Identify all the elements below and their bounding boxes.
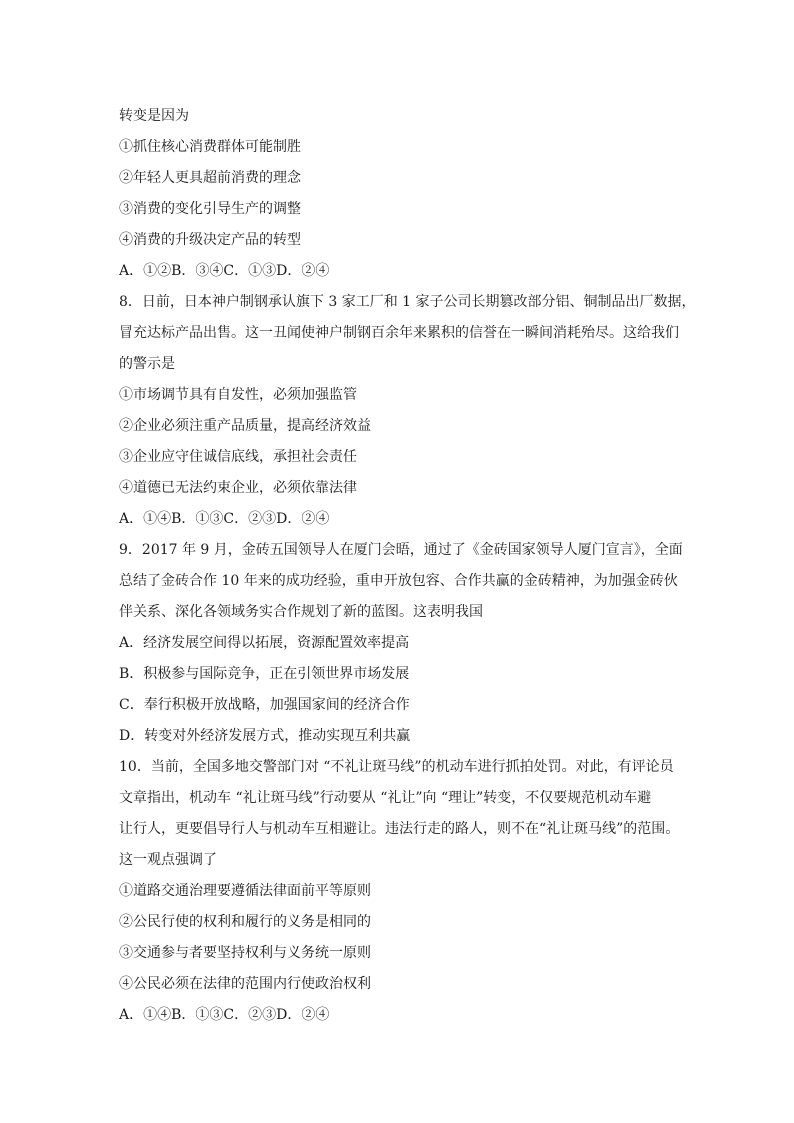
question-10-stem: 让行人，更要倡导行人与机动车互相避让。违法行走的路人，则不在“礼让斑马线”的范围。 bbox=[119, 821, 680, 837]
option-line: ③消费的变化引导生产的调整 bbox=[119, 201, 301, 217]
option-line: ④道德已无法约束企业，必须依靠法律 bbox=[119, 480, 357, 496]
answer-option-d: D．转变对外经济发展方式，推动实现互利共赢 bbox=[119, 728, 411, 744]
option-line: ④公民必须在法律的范围内行使政治权利 bbox=[119, 976, 371, 992]
question-9-stem: 总结了金砖合作 10 年来的成功经验，重申开放包容、合作共赢的金砖精神，为加强金砖伙 bbox=[119, 573, 678, 589]
option-line: ①道路交通治理要遵循法律面前平等原则 bbox=[119, 883, 371, 899]
question-10-stem: 这一观点强调了 bbox=[119, 852, 217, 868]
question-9-stem: 伴关系、深化各领域务实合作规划了新的蓝图。这表明我国 bbox=[119, 604, 483, 620]
question-10-stem: 10．当前，全国多地交警部门对 “不礼让斑马线”的机动车进行抓拍处罚。对此，有评论员 bbox=[119, 759, 674, 775]
option-line: ④消费的升级决定产品的转型 bbox=[119, 232, 301, 248]
question-9-stem: 9．2017 年 9 月，金砖五国领导人在厦门会晤，通过了《金砖国家领导人厦门宣言》，全面 bbox=[119, 542, 683, 558]
option-line: ③交通参与者要坚持权利与义务统一原则 bbox=[119, 945, 371, 961]
question-8-stem: 冒充达标产品出售。这一丑闻使神户制钢百余年来累积的信誉在一瞬间消耗殆尽。这给我们 bbox=[119, 325, 679, 341]
answer-option-a: A．经济发展空间得以拓展，资源配置效率提高 bbox=[119, 635, 410, 651]
option-line: ①市场调节具有自发性，必须加强监管 bbox=[119, 387, 357, 403]
exam-questions bbox=[119, 101, 696, 1031]
answer-choices: A．①④B．①③C．②③D．②④ bbox=[119, 511, 330, 527]
answer-choices: A．①④B．①③C．②③D．②④ bbox=[119, 1007, 330, 1023]
answer-choices: A．①②B．③④C．①③D．②④ bbox=[119, 263, 330, 279]
answer-option-b: B．积极参与国际竞争，正在引领世界市场发展 bbox=[119, 666, 410, 682]
answer-option-c: C．奉行积极开放战略，加强国家间的经济合作 bbox=[119, 697, 410, 713]
option-line: ③企业应守住诚信底线，承担社会责任 bbox=[119, 449, 357, 465]
question-8-stem: 8．日前，日本神户制钢承认旗下 3 家工厂和 1 家子公司长期篡改部分铝、铜制品出厂数据， bbox=[119, 294, 696, 310]
question-10-stem: 文章指出，机动车 “礼让斑马线”行动要从 “礼让”向 “理让”转变，不仅要规范机动车避 bbox=[119, 790, 652, 806]
option-line: ②年轻人更具超前消费的理念 bbox=[119, 170, 301, 186]
question-8-stem: 的警示是 bbox=[119, 356, 175, 372]
text-line: 转变是因为 bbox=[119, 108, 189, 124]
option-line: ②企业必须注重产品质量，提高经济效益 bbox=[119, 418, 371, 434]
option-line: ②公民行使的权利和履行的义务是相同的 bbox=[119, 914, 371, 930]
option-line: ①抓住核心消费群体可能制胜 bbox=[119, 139, 301, 155]
